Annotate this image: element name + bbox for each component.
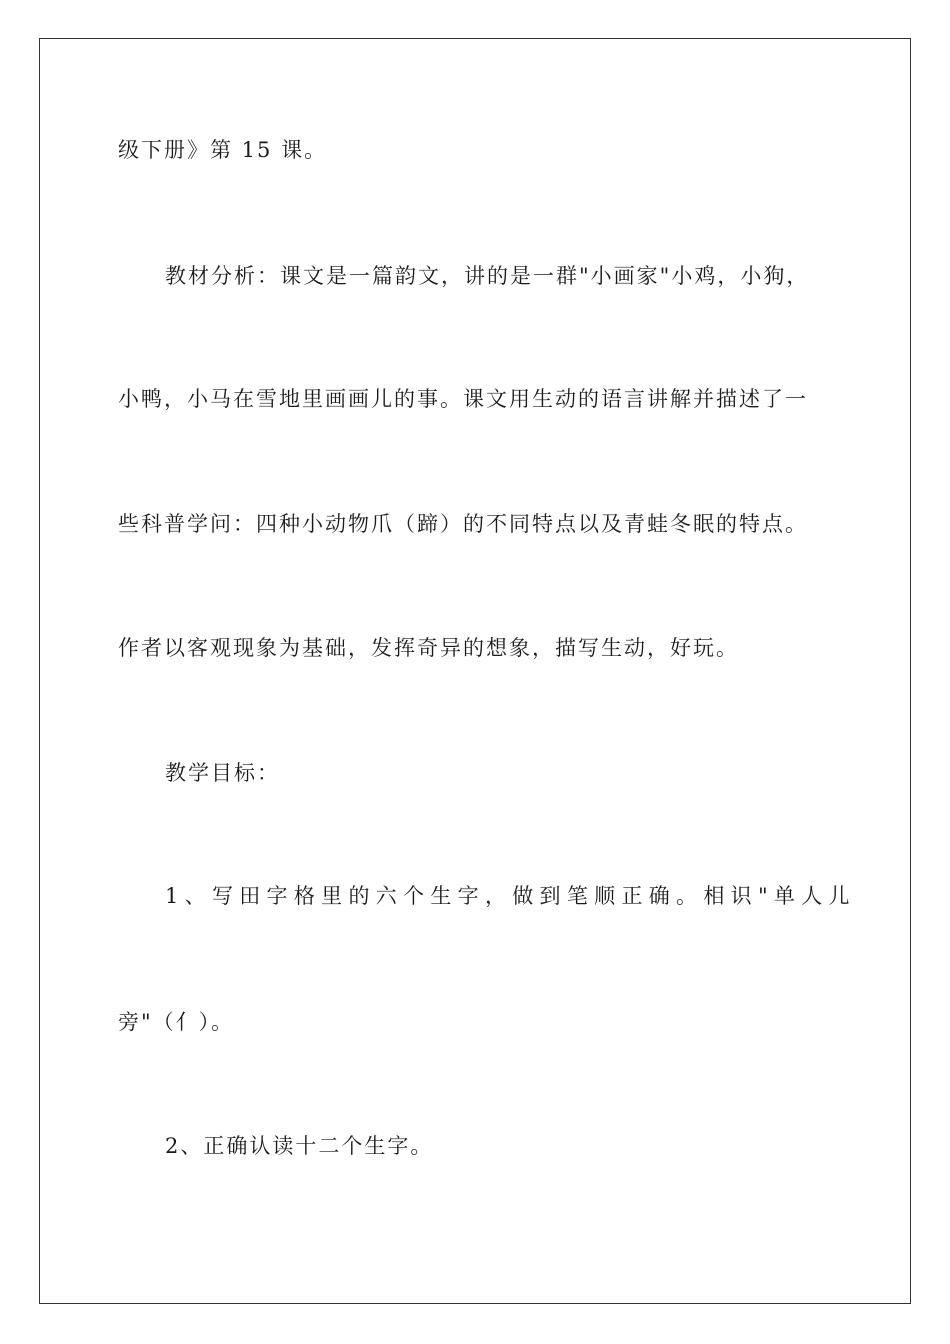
text-line-5: 作者以客观现象为基础，发挥奇异的想象，描写生动，好玩。 xyxy=(118,636,739,660)
text-line-4: 些科普学问：四种小动物爪（蹄）的不同特点以及青蛙冬眠的特点。 xyxy=(118,512,808,536)
text-line-7: 1、写田字格里的六个生字，做到笔顺正确。相识"单人儿 xyxy=(165,884,856,908)
text-line-9: 2、正确认读十二个生字。 xyxy=(165,1134,434,1158)
page-border xyxy=(39,38,911,1304)
text-line-8: 旁"（亻）。 xyxy=(118,1010,235,1034)
text-line-6: 教学目标： xyxy=(165,761,280,785)
text-line-3: 小鸭，小马在雪地里画画儿的事。课文用生动的语言讲解并描述了一 xyxy=(118,387,808,411)
text-line-2: 教材分析：课文是一篇韵文，讲的是一群"小画家"小鸡，小狗， xyxy=(165,264,810,288)
text-line-1: 级下册》第 15 课。 xyxy=(118,138,328,162)
